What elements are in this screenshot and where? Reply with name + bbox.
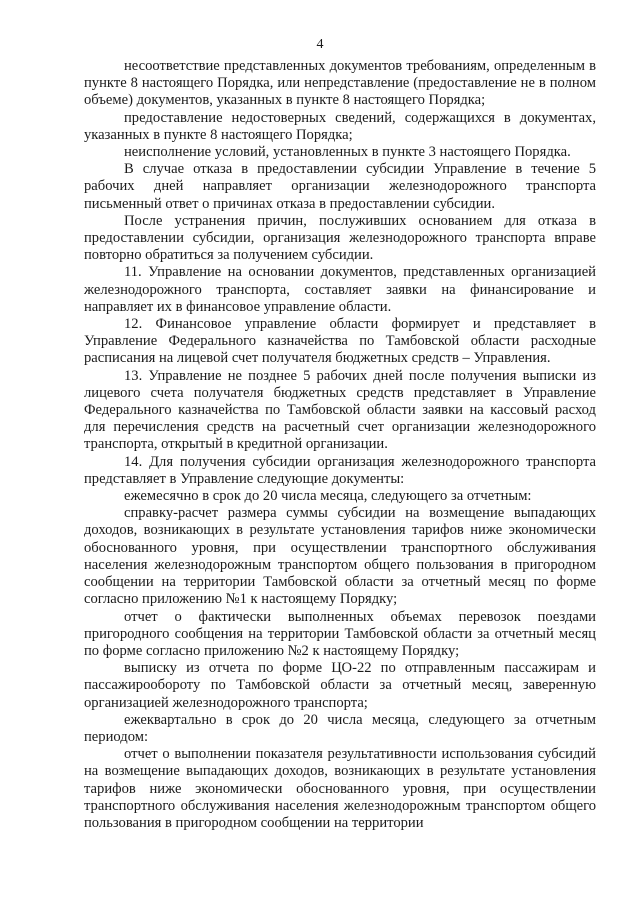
paragraph: 11. Управление на основании документов, представленных организацией железнодорожного транспорта, составляет заявки на финансирование и направляет их в финансовое управление области.: [84, 264, 596, 315]
paragraph: ежемесячно в срок до 20 числа месяца, следующего за отчетным:: [124, 488, 532, 505]
paragraph: В случае отказа в предоставлении субсидии Управление в течение 5 рабочих дней направляет организации железнодорожного транспорта письменный ответ о причинах отказа в предоставлении субсидии.: [84, 161, 596, 212]
paragraph: После устранения причин, послуживших основанием для отказа в предоставлении субсидии, организация железнодорожного транспорта вправе повторно обратиться за получением субсидии.: [84, 212, 596, 264]
paragraph: несоответствие представленных документов требованиям, определенным в пункте 8 настоящего Порядка, или непредставление (предоставление не в полном объеме) документов, указанных в пункте 8 настоящего Порядка;: [84, 58, 596, 109]
paragraph: 14. Для получения субсидии организация железнодорожного транспорта представляет в Управление следующие документы:: [84, 453, 596, 487]
paragraph: 13. Управление не позднее 5 рабочих дней после получения выписки из лицевого счета получателя бюджетных средств представляет в Управление Федерального казначейства по Тамбовской области заявки на кассовый расход для перечисления средств на расчетный счет организации железнодорожного транспорта, открытый в кредитной организации.: [84, 367, 596, 453]
page-number: 4: [316, 37, 324, 52]
paragraph: отчет о фактически выполненных объемах перевозок поездами пригородного сообщения на территории Тамбовской области за отчетный месяц по форме согласно приложению №2 к настоящему Порядку;: [84, 608, 596, 659]
paragraph: справку-расчет размера суммы субсидии на возмещение выпадающих доходов, возникающих в результате установления тарифов ниже экономически обоснованного уровня, при осуществлении транспортного обслуживания населения железнодорожным транспортом общего пользования в пригородном сообщении на территории Тамбовской области за отчетный месяц по форме согласно приложению №1 к настоящему Порядку;: [84, 505, 596, 608]
document-body: [84, 58, 596, 832]
paragraph: 12. Финансовое управление области формирует и представляет в Управление Федерального казначейства по Тамбовской области расходные расписания на лицевой счет получателя бюджетных средств – Управления.: [84, 316, 596, 367]
paragraph: предоставление недостоверных сведений, содержащихся в документах, указанных в пункте 8 настоящего Порядка;: [84, 109, 596, 143]
paragraph: неисполнение условий, установленных в пункте 3 настоящего Порядка.: [124, 144, 571, 161]
paragraph: отчет о выполнении показателя результативности использования субсидий на возмещение выпадающих доходов, возникающих в результате установления тарифов ниже экономически обоснованного уровня, при осуществлении транспортного обслуживания населения железнодорожным транспортом общего пользования в пригородном сообщении на территории: [84, 746, 596, 831]
paragraph: выписку из отчета по форме ЦО-22 по отправленным пассажирам и пассажирообороту по Тамбовской области за отчетный месяц, заверенную организацией железнодорожного транспорта;: [84, 660, 596, 711]
paragraph: ежеквартально в срок до 20 числа месяца, следующего за отчетным периодом:: [84, 711, 596, 745]
